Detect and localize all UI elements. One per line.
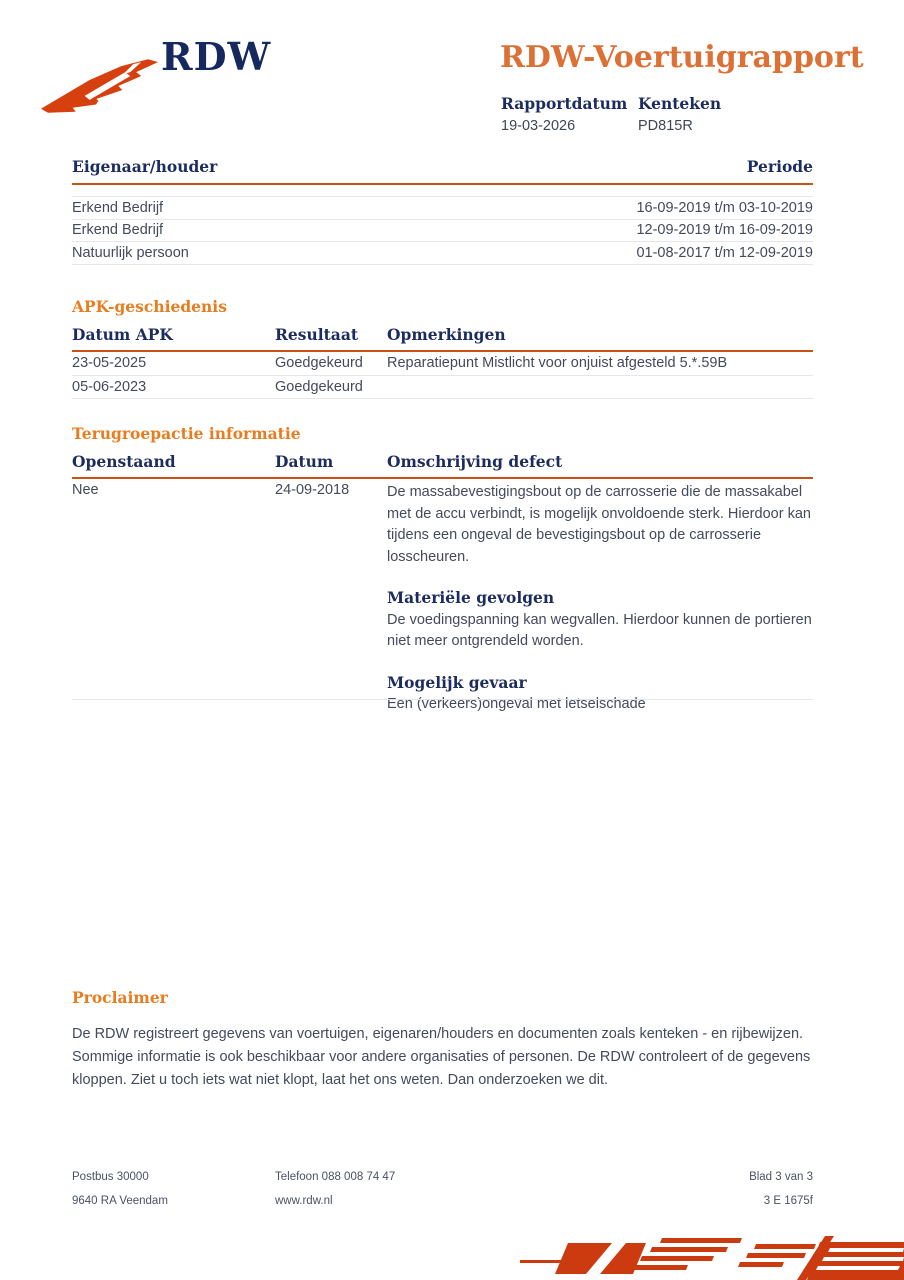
footer-page-indicator: Blad 3 van 3	[749, 1171, 813, 1183]
license-plate-label: Kenteken	[638, 94, 722, 113]
recall-date-column-header: Datum	[275, 452, 334, 471]
proclaimer-text: De RDW registreert gegevens van voertuigen, eigenaren/houders en documenten zoals kenteken - en rijbewijzen. Sommige informatie is ook beschikbaar voor andere organisaties of personen. De RDW controleert of de gegevens kloppen. Ziet u toch iets wat niet klopt, laat het ons weten. Dan onderzoeken we dit.	[72, 1026, 811, 1089]
apk-history-section	[72, 297, 813, 399]
period-cell: 12-09-2019 t/m 16-09-2019	[636, 222, 813, 238]
apk-remarks-cell	[387, 379, 813, 396]
rdw-logo-text: RDW	[161, 34, 272, 79]
page-footer	[72, 1171, 813, 1207]
table-row	[72, 479, 813, 719]
owner-table-header	[72, 157, 813, 185]
table-row	[72, 242, 813, 265]
section-divider	[72, 699, 813, 700]
apk-date-cell: 23-05-2025	[72, 355, 147, 371]
possible-danger-heading: Mogelijk gevaar	[387, 672, 527, 692]
recall-defect-column-header: Omschrijving defect	[387, 452, 563, 471]
recall-open-column-header: Openstaand	[72, 452, 176, 471]
recall-table-header	[72, 452, 813, 479]
material-consequences-text: De voedingspanning kan wegvallen. Hierdoor kunnen de portieren niet meer ontgrendeld worden.	[387, 611, 812, 649]
owner-cell: Erkend Bedrijf	[72, 199, 164, 216]
proclaimer-title: Proclaimer	[72, 988, 168, 1007]
footer-city: 9640 RA Veendam	[72, 1195, 168, 1207]
speed-stripes-icon	[512, 1234, 904, 1280]
footer-line	[72, 1195, 813, 1207]
recall-open-cell: Nee	[72, 482, 99, 498]
license-plate-block	[638, 94, 775, 134]
recall-section-title: Terugroepactie informatie	[72, 424, 301, 443]
table-row	[72, 352, 813, 376]
recall-defect-cell	[387, 482, 813, 716]
table-row	[72, 376, 813, 400]
footer-postbus: Postbus 30000	[72, 1171, 149, 1183]
proclaimer-section	[72, 988, 819, 1093]
apk-result-cell: Goedgekeurd	[275, 355, 363, 371]
footer-form-code: 3 E 1675f	[763, 1195, 813, 1207]
report-date-label: Rapportdatum	[501, 94, 628, 113]
period-cell: 16-09-2019 t/m 03-10-2019	[636, 199, 813, 216]
period-column-header: Periode	[746, 157, 813, 176]
footer-phone: Telefoon 088 008 74 47	[275, 1171, 396, 1183]
apk-remarks-cell: Reparatiepunt Mistlicht voor onjuist afgesteld 5.*.59B	[387, 355, 728, 371]
material-consequences-heading: Materiële gevolgen	[387, 588, 555, 607]
footer-website: www.rdw.nl	[275, 1195, 333, 1207]
apk-result-column-header: Resultaat	[275, 325, 359, 344]
report-meta	[501, 94, 775, 134]
report-date-value: 19-03-2026	[501, 118, 576, 134]
table-row	[72, 220, 813, 243]
owner-column-header: Eigenaar/houder	[72, 157, 218, 176]
owner-cell: Erkend Bedrijf	[72, 222, 164, 238]
period-cell: 01-08-2017 t/m 12-09-2019	[636, 244, 813, 261]
recall-date-cell: 24-09-2018	[275, 482, 350, 498]
license-plate-value: PD815R	[638, 118, 693, 134]
report-date-block	[501, 94, 638, 134]
apk-table-header	[72, 325, 813, 352]
apk-remarks-column-header: Opmerkingen	[387, 325, 506, 344]
owner-table-body	[72, 196, 813, 265]
page-title: RDW-Voertuigrapport	[500, 40, 864, 75]
rdw-logo-wing-icon	[38, 50, 162, 116]
apk-result-cell: Goedgekeurd	[275, 378, 363, 395]
defect-description: De massabevestigingsbout op de carrosserie die de massakabel met de accu verbindt, is mogelijk onvoldoende sterk. Hierdoor kan tijdens een ongeval de bevestigingsbout op de carrosserie losscheuren.	[387, 484, 811, 565]
table-row	[72, 197, 813, 220]
owner-cell: Natuurlijk persoon	[72, 244, 189, 261]
apk-date-cell: 05-06-2023	[72, 378, 147, 395]
apk-date-column-header: Datum APK	[72, 325, 173, 344]
possible-danger-text: Een (verkeers)ongeval met letselschade	[387, 696, 646, 712]
owner-section	[72, 157, 813, 265]
footer-line	[72, 1171, 813, 1183]
recall-info-section	[72, 424, 813, 719]
apk-section-title: APK-geschiedenis	[72, 297, 227, 316]
